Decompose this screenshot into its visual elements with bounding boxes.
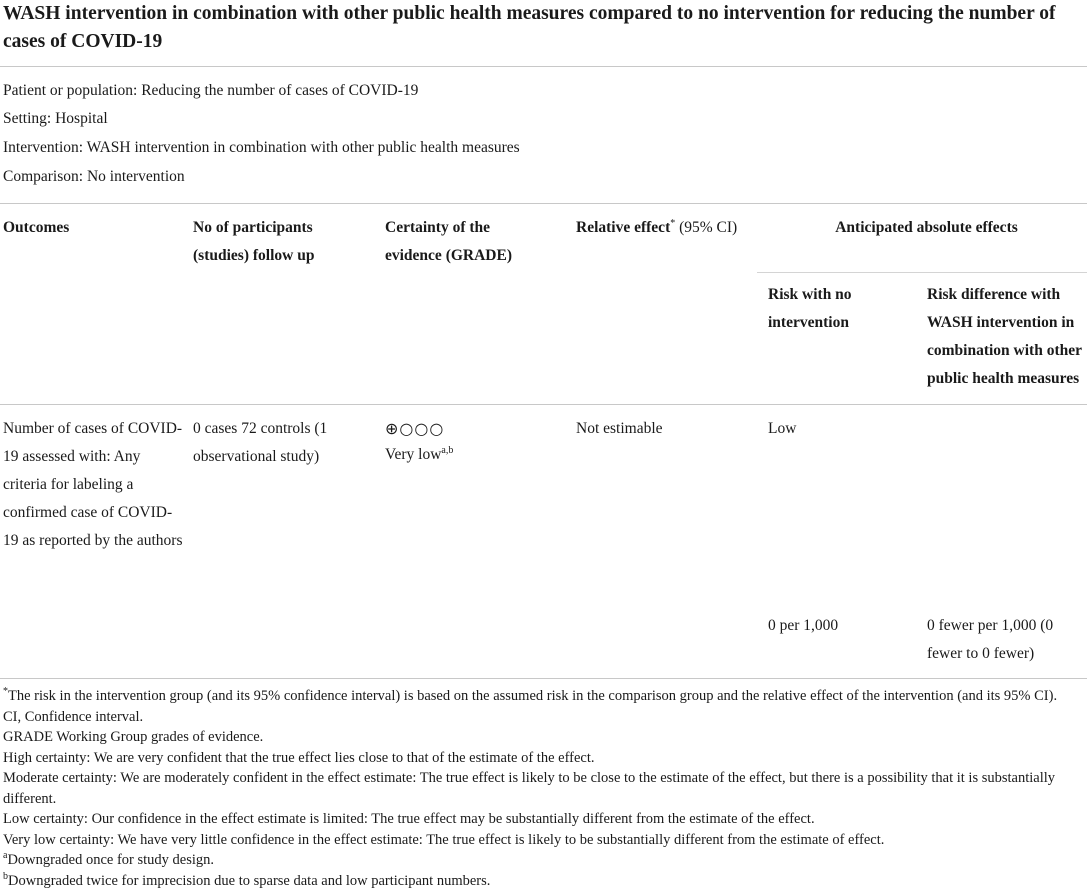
certainty-footnote-marks: a,b bbox=[441, 445, 453, 456]
meta-setting: Setting: Hospital bbox=[3, 109, 108, 129]
table-bottom-divider bbox=[0, 678, 1087, 679]
subheader-divider bbox=[757, 272, 1087, 273]
header-risk-no-intervention: Risk with no intervention bbox=[768, 281, 908, 337]
footnote-moderate: Moderate certainty: We are moderately confident in the effect estimate: The true effect is likely to be close to the estimate of the effect, but there is a possibility that it is substantially different. bbox=[3, 768, 1087, 809]
row-participants: 0 cases 72 controls (1 observational study) bbox=[193, 415, 363, 471]
footnote-b bbox=[3, 871, 1087, 891]
header-relative-effect-mark: * bbox=[670, 218, 675, 229]
footnote-a-mark: a bbox=[3, 850, 7, 861]
row-risk-no-intervention: 0 per 1,000 bbox=[768, 612, 918, 640]
header-relative-effect-label: Relative effect bbox=[576, 219, 670, 236]
footnote-ci: CI, Confidence interval. bbox=[3, 707, 1087, 728]
header-relative-effect-ci: (95% CI) bbox=[679, 219, 737, 236]
certainty-rating-icon: ⊕○○○ bbox=[385, 417, 535, 441]
footnote-b-mark: b bbox=[3, 871, 8, 882]
row-risk-difference: 0 fewer per 1,000 (0 fewer to 0 fewer) bbox=[927, 612, 1087, 668]
footnote-a bbox=[3, 850, 1087, 871]
header-risk-difference: Risk difference with WASH intervention in combination with other public health measures bbox=[927, 281, 1087, 393]
row-relative-effect: Not estimable bbox=[576, 415, 756, 443]
footnote-high: High certainty: We are very confident that the true effect lies close to that of the estimate of the effect. bbox=[3, 748, 1087, 769]
row-outcome: Number of cases of COVID-19 assessed with: Any criteria for labeling a confirmed case of COVID-19 as reported by the authors bbox=[3, 415, 183, 555]
footnote-a-text: Downgraded once for study design. bbox=[7, 852, 214, 868]
footnote-grade: GRADE Working Group grades of evidence. bbox=[3, 727, 1087, 748]
footnote-very-low: Very low certainty: We have very little confidence in the effect estimate: The true effect is likely to be substantially different from the estimate of effect. bbox=[3, 830, 1087, 851]
footnote-star-text: The risk in the intervention group (and its 95% confidence interval) is based on the assumed risk in the comparison group and the relative effect of the intervention (and its 95% CI). bbox=[8, 688, 1057, 704]
header-participants: No of participants (studies) follow up bbox=[193, 214, 363, 270]
header-outcomes: Outcomes bbox=[3, 214, 173, 242]
footnotes bbox=[3, 686, 1087, 891]
row-certainty bbox=[385, 417, 535, 469]
header-certainty: Certainty of the evidence (GRADE) bbox=[385, 214, 535, 270]
meta-population: Patient or population: Reducing the number of cases of COVID-19 bbox=[3, 81, 418, 101]
meta-comparison: Comparison: No intervention bbox=[3, 167, 185, 187]
title-divider bbox=[0, 66, 1087, 67]
table-title: WASH intervention in combination with other public health measures compared to no intervention for reducing the number of cases of COVID-19 bbox=[3, 0, 1063, 56]
header-anticipated-effects: Anticipated absolute effects bbox=[766, 214, 1087, 242]
row-risk-level: Low bbox=[768, 415, 908, 443]
footnote-star bbox=[3, 686, 1087, 707]
header-bottom-divider bbox=[0, 404, 1087, 405]
footnote-low: Low certainty: Our confidence in the effect estimate is limited: The true effect may be substantially different from the estimate of the effect. bbox=[3, 809, 1087, 830]
meta-intervention: Intervention: WASH intervention in combination with other public health measures bbox=[3, 138, 520, 158]
footnote-b-text: Downgraded twice for imprecision due to sparse data and low participant numbers. bbox=[8, 873, 490, 889]
header-top-divider bbox=[0, 203, 1087, 204]
certainty-label: Very low bbox=[385, 446, 441, 463]
header-relative-effect bbox=[576, 214, 756, 242]
footnote-star-mark: * bbox=[3, 686, 8, 697]
